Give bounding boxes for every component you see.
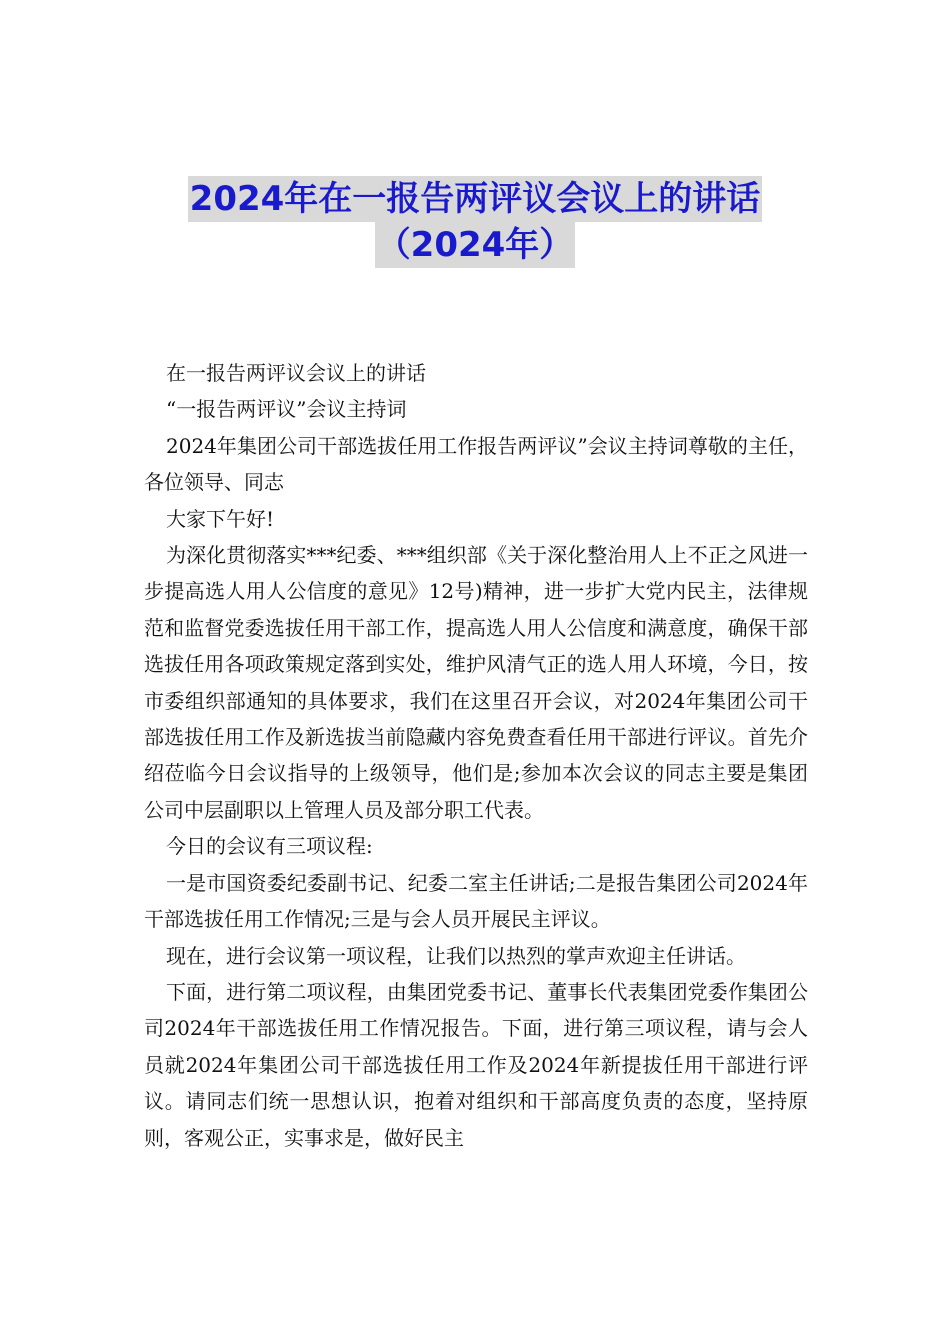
document-body (144, 355, 808, 1156)
paragraph-purpose: 为深化贯彻落实***纪委、***组织部《关于深化整治用人上不正之风进一步提高选人用人公信度的意见》12号)精神，进一步扩大党内民主，法律规范和监督党委选拔任用干部工作，提高选人用人公信度和满意度，确保干部选拔任用各项政策规定落到实处，维护风清气正的选人用人环境，今日，按市委组织部通知的具体要求，我们在这里召开会议，对2024年集团公司干部选拔任用工作及新选拔当前隐藏内容免费查看任用干部进行评议。首先介绍莅临今日会议指导的上级领导，他们是;参加本次会议的同志主要是集团公司中层副职以上管理人员及部分职工代表。 (144, 543, 808, 822)
paragraph-second-third-items: 下面，进行第二项议程，由集团党委书记、董事长代表集团党委作集团公司2024年干部选拔任用工作情况报告。下面，进行第三项议程，请与会人员就2024年集团公司干部选拔任用工作及2024年新提拔任用干部进行评议。请同志们统一思想认识，抱着对组织和干部高度负责的态度，坚持原则，客观公正，实事求是，做好民主 (144, 979, 808, 1150)
title-line-main: 2024年在一报告两评议会议上的讲话 (188, 176, 763, 222)
paragraph-opening: 2024年集团公司干部选拔任用工作报告两评议”会议主持词尊敬的主任，各位领导、同志 (144, 433, 808, 495)
paragraph-first-item: 现在，进行会议第一项议程，让我们以热烈的掌声欢迎主任讲话。 (166, 943, 746, 968)
paragraph-subtitle: 在一报告两评议会议上的讲话 (166, 361, 426, 385)
document-title (0, 176, 950, 268)
title-line-year: （2024年） (375, 222, 576, 268)
paragraph-heading: “一报告两评议”会议主持词 (166, 397, 407, 422)
paragraph-greeting: 大家下午好! (166, 506, 275, 531)
paragraph-agenda-intro: 今日的会议有三项议程: (166, 834, 373, 859)
paragraph-agenda-items: 一是市国资委纪委副书记、纪委二室主任讲话;二是报告集团公司2024年干部选拔任用工作情况;三是与会人员开展民主评议。 (144, 870, 808, 932)
